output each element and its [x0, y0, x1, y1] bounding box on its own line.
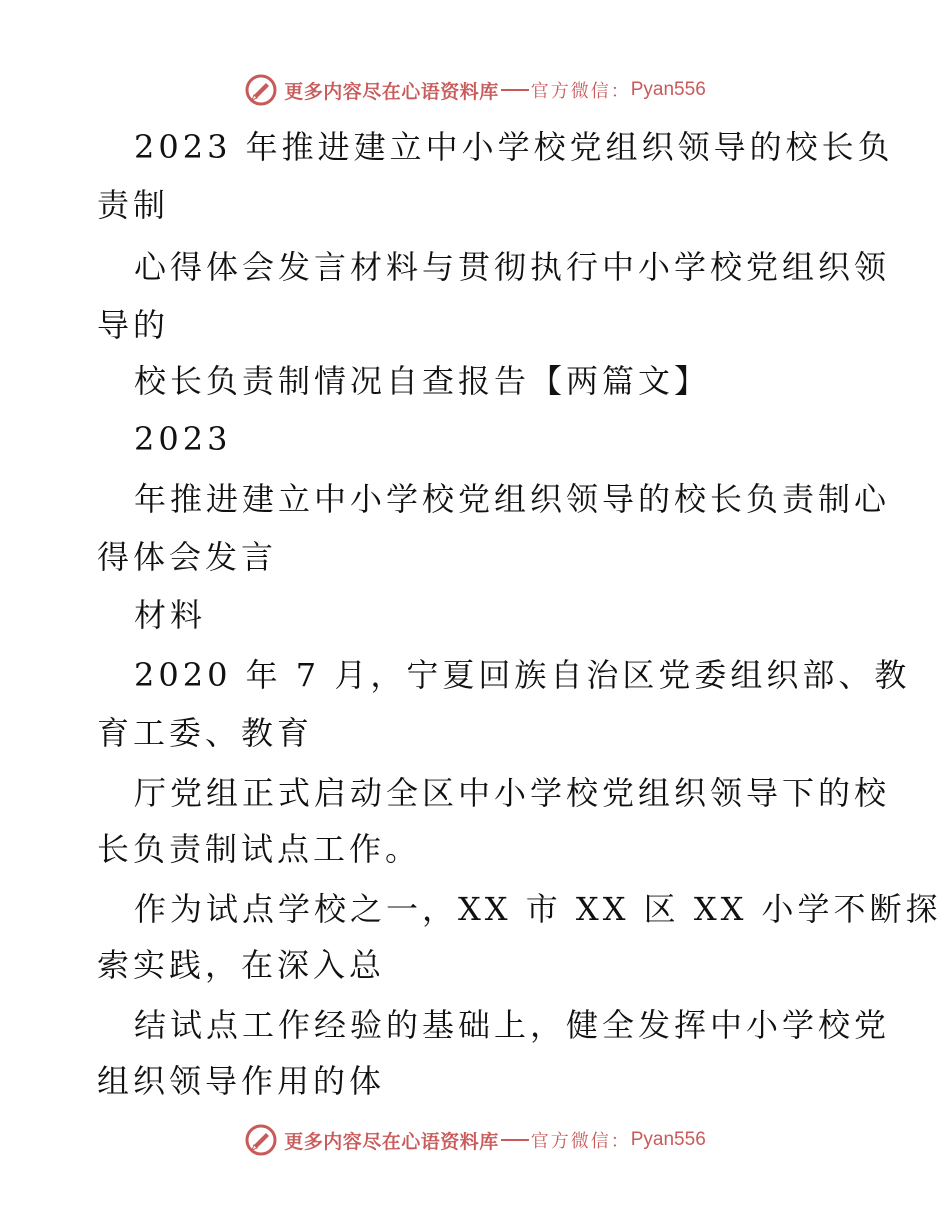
- text-line: 得体会发言: [97, 538, 278, 576]
- text-line: 厅党组正式启动全区中小学校党组织领导下的校: [134, 774, 891, 812]
- text-line: 2023: [134, 420, 232, 458]
- logo-icon: [244, 73, 278, 107]
- text-line: 年推进建立中小学校党组织领导的校长负责制心: [134, 480, 891, 518]
- text-line: 作为试点学校之一，XX 市 XX 区 XX 小学不断探: [134, 890, 942, 928]
- header-dash: [501, 89, 529, 91]
- header-wechat-id: Pyan556: [630, 79, 706, 100]
- text-line: 心得体会发言材料与贯彻执行中小学校党组织领: [134, 248, 891, 286]
- header-banner: [0, 70, 950, 110]
- text-line: 结试点工作经验的基础上，健全发挥中小学校党: [134, 1006, 891, 1044]
- text-line: 索实践，在深入总: [97, 946, 386, 984]
- text-line: 长负责制试点工作。: [97, 830, 422, 868]
- logo-icon: [244, 1123, 278, 1157]
- footer-brand-text: 更多内容尽在心语资料库: [284, 1130, 499, 1153]
- text-line: 2020 年 7 月，宁夏回族自治区党委组织部、教: [134, 656, 911, 694]
- footer-banner: [0, 1120, 950, 1160]
- header-brand-text: 更多内容尽在心语资料库: [284, 80, 499, 103]
- text-line: 2023 年推进建立中小学校党组织领导的校长负: [134, 128, 894, 166]
- footer-wechat-label: 官方微信：: [530, 1131, 631, 1152]
- text-line: 育工委、教育: [97, 714, 314, 752]
- footer-dash: [501, 1139, 529, 1141]
- text-line: 组织领导作用的体: [97, 1062, 386, 1100]
- text-line: 校长负责制情况自查报告【两篇文】: [134, 362, 711, 400]
- header-wechat-label: 官方微信：: [530, 81, 631, 102]
- text-line: 材料: [134, 596, 207, 634]
- text-line: 导的: [97, 306, 170, 344]
- footer-wechat-id: Pyan556: [630, 1129, 706, 1150]
- text-line: 责制: [97, 186, 170, 224]
